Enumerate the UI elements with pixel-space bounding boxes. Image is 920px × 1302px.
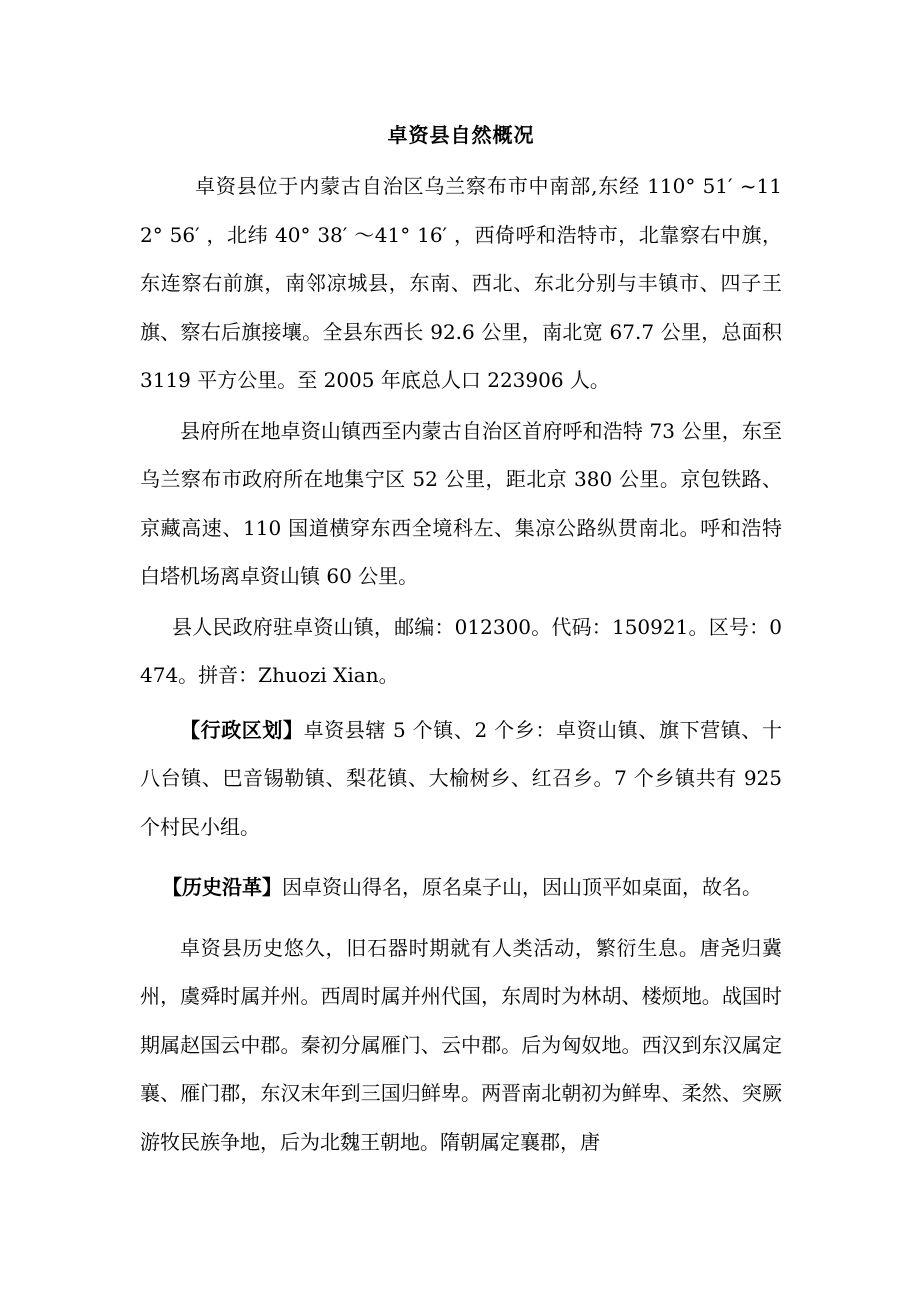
- paragraph-transport: [140, 407, 782, 601]
- paragraph-government: [140, 603, 782, 700]
- paragraph-text: 县府所在地卓资山镇西至内蒙古自治区首府呼和浩特 73 公里，东至乌兰察布市政府所在地集宁区 52 公里，距北京 380 公里。京包铁路、京藏高速、110 国道横穿东西全境科左、集凉公路纵贯南北。呼和浩特白塔机场离卓资山镇 60 公里。: [140, 418, 782, 588]
- paragraph-history-origin: [140, 863, 782, 912]
- paragraph-administrative-division: [140, 706, 782, 852]
- document-title: 卓资县自然概况: [387, 123, 535, 147]
- paragraph-history-detail: [140, 924, 782, 1167]
- paragraph-text: 卓资县辖 5 个镇、2 个乡：卓资山镇、旗下营镇、十八台镇、巴音锡勒镇、梨花镇、大榆树乡、红召乡。7 个乡镇共有 925 个村民小组。: [140, 717, 783, 839]
- paragraph-text: 卓资县位于内蒙古自治区乌兰察布市中南部,东经 110° 51′ ~112° 56′ ，北纬 40° 38′ ～41° 16′ ，西倚呼和浩特市，北靠察右中旗，东连察右前旗，南邻凉城县，东南、西北、东北分别与丰镇市、四子王旗、察右后旗接壤。全县东西长 92.6 公里，南北宽 67.7 公里，总面积 3119 平方公里。至 2005 年底总人口 223906 人。: [140, 174, 782, 392]
- section-heading: 【历史沿革】: [162, 875, 282, 899]
- section-heading: 【行政区划】: [180, 717, 304, 742]
- paragraph-text: 卓资县历史悠久，旧石器时期就有人类活动，繁衍生息。唐尧归冀州，虞舜时属并州。西周时属并州代国，东周时为林胡、楼烦地。战国时期属赵国云中郡。秦初分属雁门、云中郡。后为匈奴地。西汉到东汉属定襄、雁门郡，东汉末年到三国归鲜卑。两晋南北朝初为鲜卑、柔然、突厥游牧民族争地，后为北魏王朝地。隋朝属定襄郡，唐: [140, 935, 782, 1154]
- paragraph-location: [140, 162, 782, 405]
- paragraph-text: 因卓资山得名，原名桌子山，因山顶平如桌面，故名。: [282, 875, 762, 899]
- document-page: [140, 118, 782, 1166]
- paragraph-text: 县人民政府驻卓资山镇，邮编：012300。代码：150921。区号：0474。拼音：Zhuozi Xian。: [140, 614, 782, 687]
